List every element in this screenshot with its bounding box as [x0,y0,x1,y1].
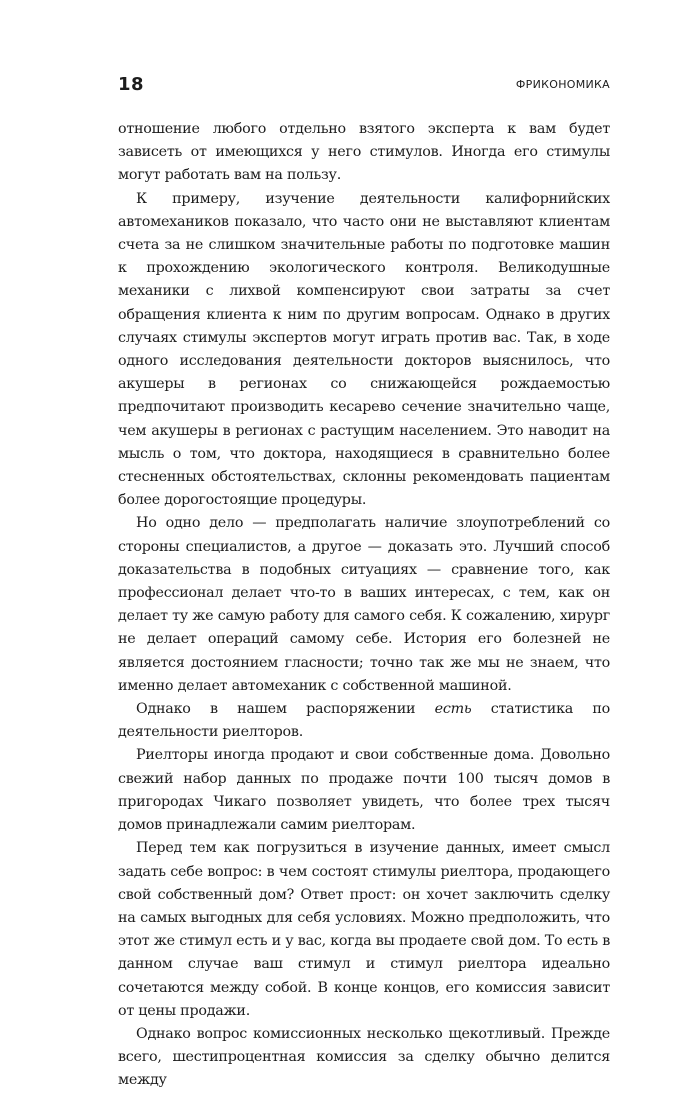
running-title: ФРИКОНОМИКА [515,78,610,91]
emphasized-word: есть [434,701,472,718]
paragraph-6: Перед тем как погрузиться в изучение данных, имеет смысл задать себе вопрос: в чем состоят стимулы риелтора, продающего свой собственный дом? Ответ прост: он хочет заключить сделку на самых выгодных для себя условиях. Можно предположить, что этот же стимул есть и у вас, когда вы продаете свой дом. То есть в данном случае ваш стимул и стимул риелтора идеально сочетаются между собой. В конце концов, его комиссия зависит от цены продажи. [118,840,610,1019]
page-header [118,72,610,98]
page-number: 18 [118,74,145,95]
paragraph-4-after: статистика по деятельности риелторов. [118,701,610,741]
paragraph-4-before: Однако в нашем распоряжении [136,701,435,718]
paragraph-2: К примеру, изучение деятельности калифорнийских автомехаников показало, что часто они не выставляют клиентам счета за не слишком значительные работы по подготовке машин к прохождению экологического контроля. Великодушные механики с лихвой компенсируют свои затраты за счет обращения клиента к ним по другим вопросам. Однако в других случаях стимулы экспертов могут играть против вас. Так, в ходе одного исследования деятельности докторов выяснилось, что акушеры в регионах со снижающейся рождаемостью предпочитают производить кесарево сечение значительно чаще, чем акушеры в регионах с растущим населением. Это наводит на мысль о том, что доктора, находящиеся в сравнительно более стесненных обстоятельствах, склонны рекомендовать пациентам более дорогостоящие процедуры. [118,190,610,509]
body-text [118,118,610,1093]
paragraph-5: Риелторы иногда продают и свои собственные дома. Довольно свежий набор данных по продаже почти 100 тысяч домов в пригородах Чикаго позволяет увидеть, что более трех тысяч домов принадлежали самим риелторам. [118,747,610,834]
paragraph-3: Но одно дело — предполагать наличие злоупотреблений со стороны специалистов, а другое — доказать это. Лучший способ доказательства в подобных ситуациях — сравнение того, как профессионал делает что-то в ваших интересах, с тем, как он делает ту же самую работу для самого себя. К сожалению, хирург не делает операций самому себе. История его болезней не является достоянием гласности; точно так же мы не знаем, что именно делает автомеханик с собственной машиной. [118,515,610,694]
paragraph-1: отношение любого отдельно взятого эксперта к вам будет зависеть от имеющихся у него стимулов. Иногда его стимулы могут работать вам на пользу. [118,121,610,184]
paragraph-7: Однако вопрос комиссионных несколько щекотливый. Прежде всего, шестипроцентная комиссия за сделку обычно делится между [118,1025,610,1089]
paragraph-4 [118,698,610,744]
